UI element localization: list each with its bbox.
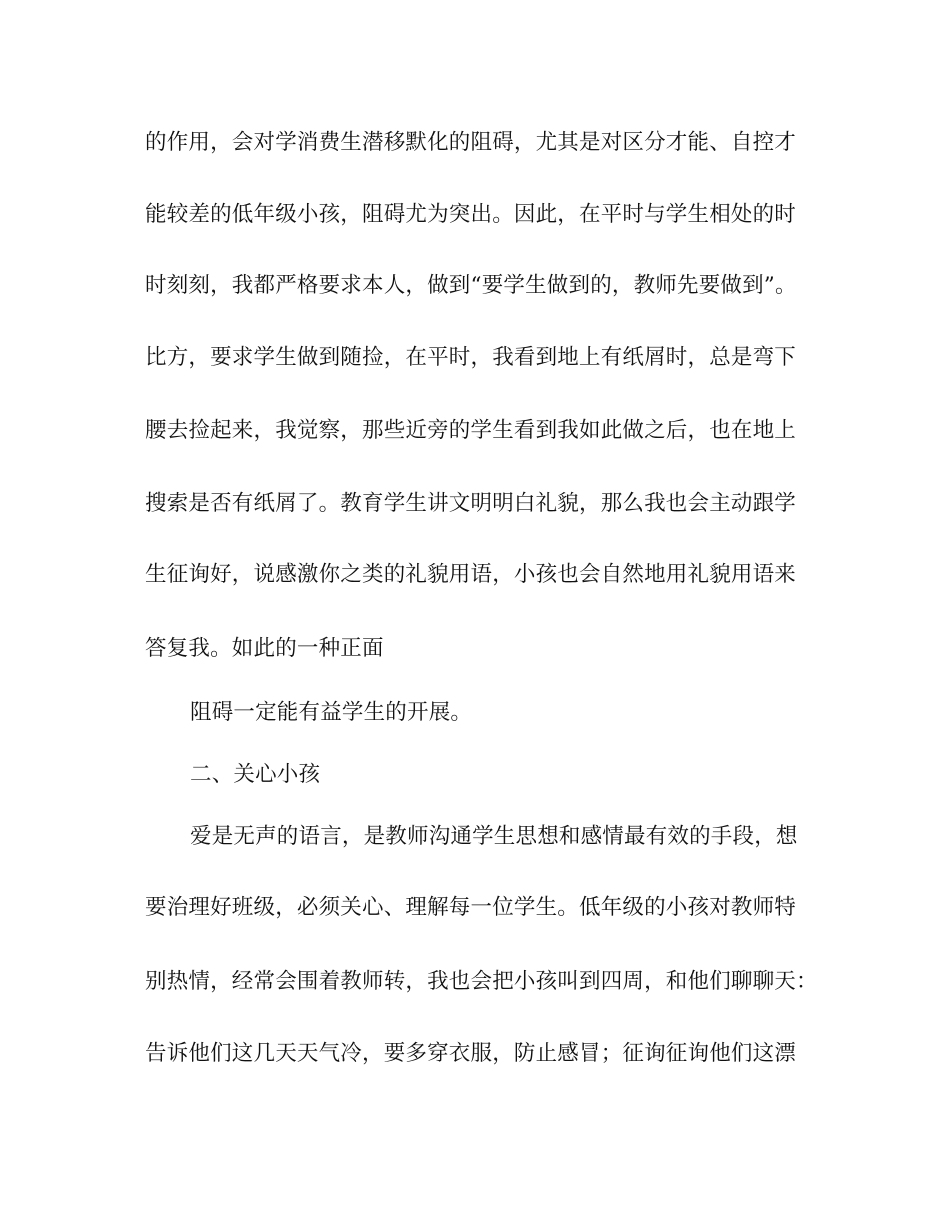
- body-text-line: 腰去捡起来，我觉察，那些近旁的学生看到我如此做之后，也在地上: [145, 418, 797, 443]
- body-text-line: 生征询好，说感激你之类的礼貌用语，小孩也会自然地用礼貌用语来: [145, 562, 797, 587]
- body-text-line: 别热情，经常会围着教师转，我也会把小孩叫到四周，和他们聊聊天：: [145, 969, 818, 994]
- body-text-line: 比方，要求学生做到随捡，在平时，我看到地上有纸屑时，总是弯下: [145, 345, 797, 370]
- body-text-line: 的作用，会对学消费生潜移默化的阻碍，尤其是对区分才能、自控才: [145, 130, 797, 155]
- body-text-line: 要治理好班级，必须关心、理解每一位学生。低年级的小孩对教师特: [145, 895, 797, 920]
- body-text-line: 搜索是否有纸屑了。教育学生讲文明明白礼貌，那么我也会主动跟学: [145, 491, 797, 516]
- section-heading: 二、关心小孩: [190, 762, 321, 787]
- body-text-line: 阻碍一定能有益学生的开展。: [190, 700, 473, 725]
- body-text-line: 爱是无声的语言，是教师沟通学生思想和感情最有效的手段，想: [190, 824, 798, 849]
- body-text-line: 能较差的低年级小孩，阻碍尤为突出。因此，在平时与学生相处的时: [145, 202, 797, 227]
- body-text-line: 时刻刻，我都严格要求本人，做到“要学生做到的，教师先要做到”。: [145, 273, 797, 298]
- body-text-line: 答复我。如此的一种正面: [145, 636, 384, 661]
- body-text-line: 告诉他们这几天天气冷，要多穿衣服，防止感冒；征询征询他们这漂: [145, 1041, 797, 1066]
